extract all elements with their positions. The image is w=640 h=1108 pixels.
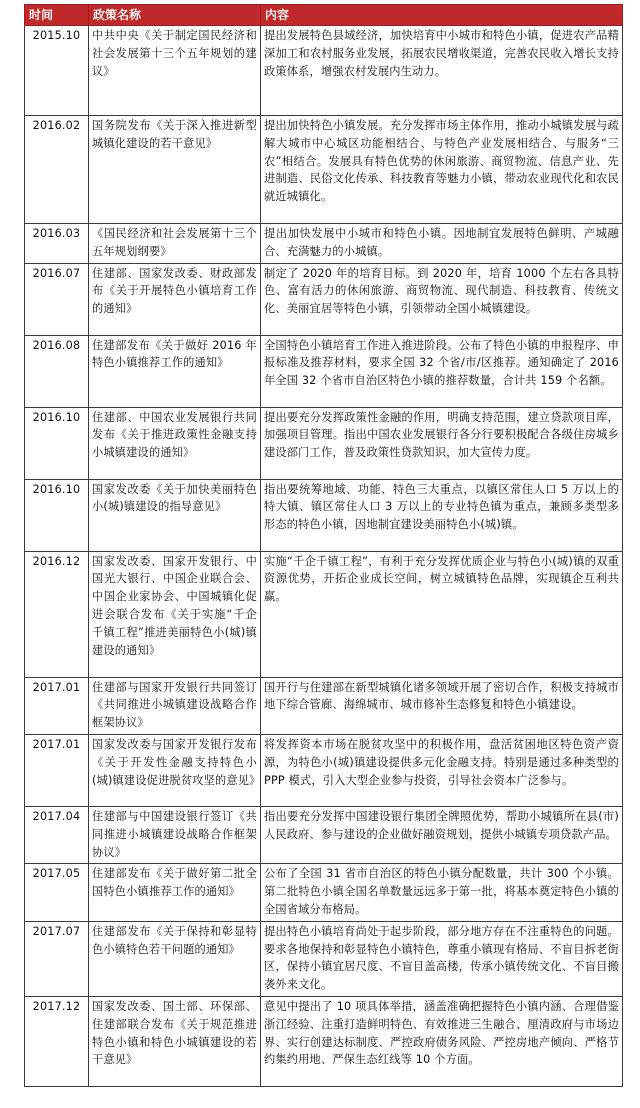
table-row (25, 734, 623, 806)
table-row (25, 335, 623, 407)
row-policy-name: 住建部发布《关于做好第二批全国特色小镇推荐工作的通知》 (89, 864, 261, 921)
row-date: 2017.07 (25, 921, 89, 996)
table-row (25, 224, 623, 264)
row-content: 提出加快发展中小城市和特色小镇。因地制宜发展特色鲜明、产城融合、充满魅力的小城镇。 (261, 224, 623, 264)
row-date: 2016.02 (25, 116, 89, 224)
row-policy-name: 国家发改委、国家开发银行、中国光大银行、中国企业联合会、中国企业家协会、中国城镇化促进会联合发布《关于实施“千企千镇工程”推进美丽特色小(城)镇建设的通知》 (89, 551, 261, 677)
row-content: 国开行与住建部在新型城镇化诸多领域开展了密切合作，积极支持城市地下综合管廊、海绵城市、城市修补生态修复和特色小镇建设。 (261, 677, 623, 734)
table-row (25, 116, 623, 224)
row-content: 提出特色小镇培育尚处于起步阶段，部分地方存在不注重特色的问题。要求各地保持和彰显特色小镇特色，尊重小镇现有格局、不盲目拆老街区，保持小镇宜居尺度、不盲目盖高楼，传承小镇传统文化、不盲目搬袭外来文化。 (261, 921, 623, 996)
header-row (25, 5, 623, 26)
header-policy-name: 政策名称 (89, 5, 261, 26)
row-date: 2016.10 (25, 407, 89, 479)
row-policy-name: 国家发改委《关于加快美丽特色小(城)镇建设的指导意见》 (89, 479, 261, 551)
row-policy-name: 住建部、中国农业发展银行共同发布《关于推进政策性金融支持小城镇建设的通知》 (89, 407, 261, 479)
table-header (25, 5, 623, 26)
table-row (25, 26, 623, 116)
policy-table-container (24, 4, 622, 1087)
row-content: 指出要统筹地域、功能、特色三大重点，以镇区常住人口 5 万以上的特大镇、镇区常住人口 3 万以上的专业特色镇为重点，兼顾多类型多形态的特色小镇，因地制宜建设美丽特色小(城)镇。 (261, 479, 623, 551)
row-content: 意见中提出了 10 项具体举措，涵盖准确把握特色小镇内涵、合理借鉴浙江经验、注重打造鲜明特色、有效推进三生融合、厘清政府与市场边界、实行创建达标制度、严控政府债务风险、严控房地产倾向、严格节约集约用地、严保生态红线等 10 个方面。 (261, 996, 623, 1086)
row-policy-name: 住建部发布《关于做好 2016 年特色小镇推荐工作的通知》 (89, 335, 261, 407)
row-content: 实施“千企千镇工程”，有利于充分发挥优质企业与特色小(城)镇的双重资源优势，开拓企业成长空间，树立城镇特色品牌，实现镇企互利共赢。 (261, 551, 623, 677)
table-row (25, 263, 623, 335)
table-row (25, 864, 623, 921)
row-policy-name: 国务院发布《关于深入推进新型城镇化建设的若干意见》 (89, 116, 261, 224)
row-date: 2016.12 (25, 551, 89, 677)
row-date: 2017.04 (25, 806, 89, 863)
table-row (25, 479, 623, 551)
row-policy-name: 国家发改委与国家开发银行发布《关于开发性金融支持特色小(城)镇建设促进脱贫攻坚的意见》 (89, 734, 261, 806)
row-date: 2016.03 (25, 224, 89, 264)
row-content: 提出发展特色县域经济，加快培育中小城市和特色小镇，促进农产品精深加工和农村服务业发展，拓展农民增收渠道，完善农民收入增长支持政策体系，增强农村发展内生动力。 (261, 26, 623, 116)
row-content: 指出要充分发挥中国建设银行集团全牌照优势，帮助小城镇所在县(市)人民政府、参与建设的企业做好融资规划，提供小城镇专项贷款产品。 (261, 806, 623, 863)
row-content: 提出加快特色小镇发展。充分发挥市场主体作用，推动小城镇发展与疏解大城市中心城区功能相结合、与特色产业发展相结合、与服务“三农”相结合。发展具有特色优势的休闲旅游、商贸物流、信息产业、先进制造、民俗文化传承、科技教育等魅力小镇，带动农业现代化和农民就近城镇化。 (261, 116, 623, 224)
row-date: 2017.12 (25, 996, 89, 1086)
row-policy-name: 住建部、国家发改委、财政部发布《关于开展特色小镇培育工作的通知》 (89, 263, 261, 335)
table-body (25, 26, 623, 1087)
row-date: 2016.10 (25, 479, 89, 551)
row-date: 2015.10 (25, 26, 89, 116)
row-policy-name: 住建部发布《关于保持和彰显特色小镇特色若干问题的通知》 (89, 921, 261, 996)
row-date: 2017.01 (25, 677, 89, 734)
header-content: 内容 (261, 5, 623, 26)
row-policy-name: 中共中央《关于制定国民经济和社会发展第十三个五年规划的建议》 (89, 26, 261, 116)
row-date: 2016.08 (25, 335, 89, 407)
row-content: 全国特色小镇培育工作进入推进阶段。公布了特色小镇的申报程序、申报标准及推荐材料，要求全国 32 个省/市/区推荐。通知确定了 2016 年全国 32 个省市自治区特色小镇的推荐数量，合计共 159 个名额。 (261, 335, 623, 407)
row-content: 提出要充分发挥政策性金融的作用，明确支持范围，建立贷款项目库，加强项目管理。指出中国农业发展银行各分行要积极配合各级住房城乡建设部门工作，普及政策性贷款知识，加大宣传力度。 (261, 407, 623, 479)
row-date: 2017.01 (25, 734, 89, 806)
table-row (25, 921, 623, 996)
row-policy-name: 国家发改委、国土部、环保部、住建部联合发布《关于规范推进特色小镇和特色小城镇建设的若干意见》 (89, 996, 261, 1086)
header-date: 时间 (25, 5, 89, 26)
row-policy-name: 《国民经济和社会发展第十三个五年规划纲要》 (89, 224, 261, 264)
table-row (25, 551, 623, 677)
row-content: 将发挥资本市场在脱贫攻坚中的积极作用，盘活贫困地区特色资产资源，为特色小(城)镇建设提供多元化金融支持。特别是通过多种类型的 PPP 模式，引入大型企业参与投资，引导社会资本广泛参与。 (261, 734, 623, 806)
row-date: 2016.07 (25, 263, 89, 335)
row-content: 公布了全国 31 省市自治区的特色小镇分配数量，共计 300 个小镇。第二批特色小镇全国名单数量远远多于第一批，将基本奠定特色小镇的全国省域分布格局。 (261, 864, 623, 921)
table-row (25, 677, 623, 734)
row-date: 2017.05 (25, 864, 89, 921)
table-row (25, 806, 623, 863)
row-policy-name: 住建部与中国建设银行签订《共同推进小城镇建设战略合作框架协议》 (89, 806, 261, 863)
policy-table (24, 4, 623, 1087)
row-content: 制定了 2020 年的培育目标。到 2020 年，培育 1000 个左右各具特色、富有活力的休闲旅游、商贸物流、现代制造、科技教育、传统文化、美丽宜居等特色小镇，引领带动全国小城镇建设。 (261, 263, 623, 335)
table-row (25, 407, 623, 479)
row-policy-name: 住建部与国家开发银行共同签订《共同推进小城镇建设战略合作框架协议》 (89, 677, 261, 734)
table-row (25, 996, 623, 1086)
